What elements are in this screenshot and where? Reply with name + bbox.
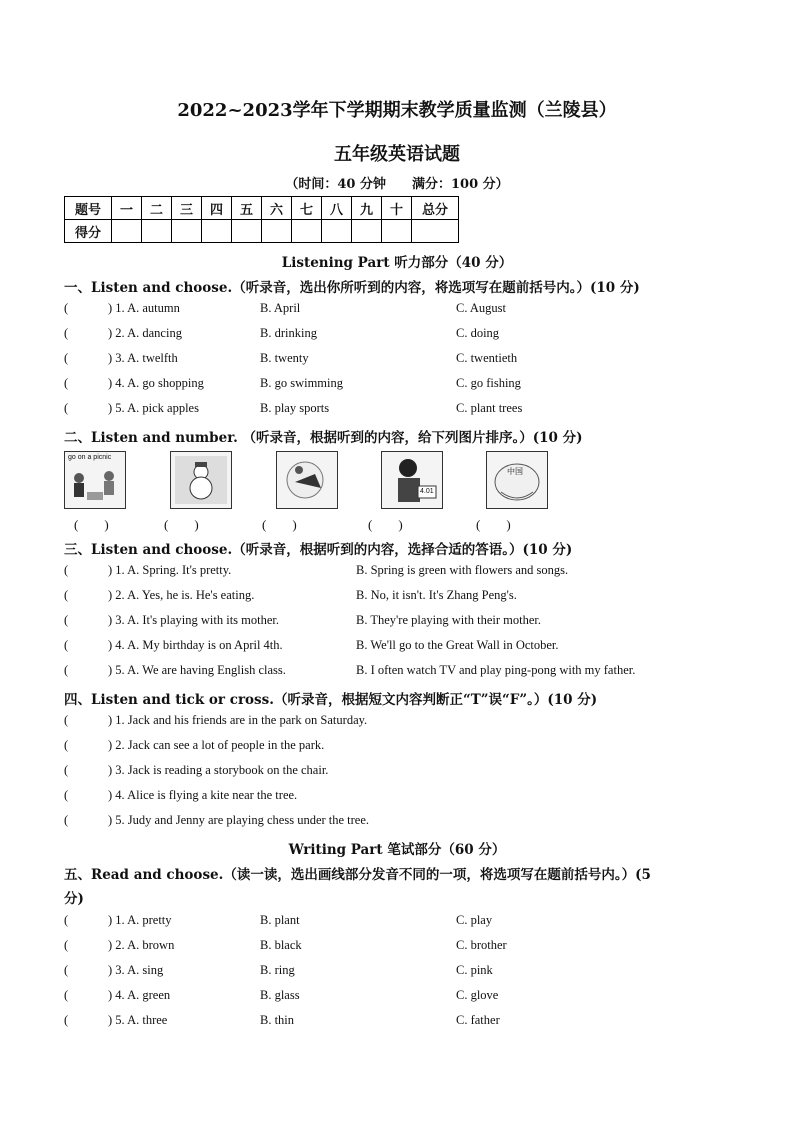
answer-paren[interactable]: (: [64, 713, 69, 727]
option-b: B. I often watch TV and play ping-pong with my father.: [356, 663, 636, 677]
score-cell[interactable]: [262, 220, 292, 243]
score-table-score-row: [65, 220, 459, 243]
option-b: B. black: [260, 938, 302, 952]
score-row-label: 得分: [65, 220, 112, 243]
statement-text: ) 5. Judy and Jenny are playing chess under the tree.: [108, 813, 370, 827]
statement-row: [64, 788, 744, 806]
option-b: B. We'll go to the Great Wall in October.: [356, 638, 559, 652]
answer-paren[interactable]: (: [64, 938, 69, 952]
option-b: B. twenty: [260, 351, 309, 365]
option-a: ) 4. A. go shopping: [108, 376, 204, 390]
statement-row: [64, 763, 744, 781]
question-row: [64, 988, 744, 1006]
sports-scene-icon: [277, 452, 337, 508]
option-c: C. pink: [456, 963, 493, 977]
option-a: ) 4. A. green: [108, 988, 171, 1002]
option-c: C. go fishing: [456, 376, 521, 390]
score-header-cell: 七: [292, 197, 322, 220]
option-b: B. ring: [260, 963, 295, 977]
answer-paren[interactable]: (: [64, 588, 69, 602]
answer-paren[interactable]: (: [64, 326, 69, 340]
number-bracket[interactable]: ( ): [368, 517, 403, 532]
calendar-caption: 4.01: [420, 488, 434, 495]
section3-title: 三、Listen and choose.（听录音，根据听到的内容，选择合适的答语。）(10 分): [64, 542, 573, 558]
answer-paren[interactable]: (: [64, 351, 69, 365]
answer-paren[interactable]: (: [64, 813, 69, 827]
option-c: C. twentieth: [456, 351, 518, 365]
section5-title: 五、Read and choose.（读一读，选出画线部分发音不同的一项，将选项写在题前括号内。）(5: [64, 867, 651, 883]
option-c: C. brother: [456, 938, 507, 952]
score-header-cell: 二: [142, 197, 172, 220]
answer-paren[interactable]: (: [64, 663, 69, 677]
answer-paren[interactable]: (: [64, 301, 69, 315]
option-b: B. No, it isn't. It's Zhang Peng's.: [356, 588, 517, 602]
score-cell[interactable]: [232, 220, 262, 243]
option-a: ) 3. A. sing: [108, 963, 164, 977]
calendar-picture: [381, 451, 443, 509]
festival-scene-icon: [487, 452, 547, 508]
option-c: C. play: [456, 913, 493, 927]
score-header-cell: 五: [232, 197, 262, 220]
question-row: [64, 301, 744, 319]
statement-text: ) 3. Jack is reading a storybook on the chair.: [108, 763, 329, 777]
question-row: [64, 913, 744, 931]
score-cell[interactable]: [352, 220, 382, 243]
option-b: B. glass: [260, 988, 300, 1002]
score-header-cell: 九: [352, 197, 382, 220]
score-cell[interactable]: [412, 220, 459, 243]
option-b: B. April: [260, 301, 301, 315]
question-row: [64, 938, 744, 956]
score-table-header-row: [65, 197, 459, 220]
option-b: B. plant: [260, 913, 300, 927]
answer-paren[interactable]: (: [64, 988, 69, 1002]
score-header-cell: 三: [172, 197, 202, 220]
section1-title: 一、Listen and choose.（听录音，选出你所听到的内容，将选项写在题前括号内。）(10 分): [64, 280, 640, 296]
question-row: [64, 1013, 744, 1031]
person-with-calendar-icon: [382, 452, 442, 508]
option-a: ) 2. A. Yes, he is. He's eating.: [108, 588, 255, 602]
score-header-cell: 十: [382, 197, 412, 220]
answer-paren[interactable]: (: [64, 963, 69, 977]
answer-paren[interactable]: (: [64, 638, 69, 652]
statement-row: [64, 713, 744, 731]
section4-title: 四、Listen and tick or cross.（听录音，根据短文内容判断正“T”误“F”。）(10 分): [64, 692, 598, 708]
answer-paren[interactable]: (: [64, 788, 69, 802]
writing-part-heading: Writing Part 笔试部分（60 分）: [288, 842, 506, 858]
score-header-cell: 一: [112, 197, 142, 220]
option-b: B. thin: [260, 1013, 295, 1027]
number-bracket[interactable]: ( ): [476, 517, 511, 532]
statement-row: [64, 738, 744, 756]
score-header-cell: 题号: [65, 197, 112, 220]
exam-subtitle: 五年级英语试题: [334, 144, 460, 165]
option-a: ) 5. A. We are having English class.: [108, 663, 286, 677]
option-a: ) 5. A. pick apples: [108, 401, 199, 415]
option-a: ) 3. A. It's playing with its mother.: [108, 613, 279, 627]
snowman-picture: [170, 451, 232, 509]
statement-text: ) 1. Jack and his friends are in the park on Saturday.: [108, 713, 368, 727]
score-cell[interactable]: [112, 220, 142, 243]
score-table: [64, 196, 459, 243]
sports-picture: [276, 451, 338, 509]
question-row: [64, 401, 744, 419]
section2-title: 二、Listen and number. （听录音，根据听到的内容，给下列图片排序。）(10 分): [64, 430, 583, 446]
china-picture: [486, 451, 548, 509]
option-b: B. They're playing with their mother.: [356, 613, 541, 627]
option-c: C. glove: [456, 988, 499, 1002]
option-a: ) 3. A. twelfth: [108, 351, 178, 365]
option-c: C. plant trees: [456, 401, 523, 415]
question-row: [64, 613, 744, 631]
option-a: ) 2. A. dancing: [108, 326, 182, 340]
answer-paren[interactable]: (: [64, 563, 69, 577]
score-header-cell: 四: [202, 197, 232, 220]
option-b: B. drinking: [260, 326, 317, 340]
score-header-cell: 总分: [412, 197, 459, 220]
number-bracket[interactable]: ( ): [262, 517, 297, 532]
exam-meta: （时间：40 分钟 满分：100 分）: [285, 177, 509, 192]
option-c: C. doing: [456, 326, 500, 340]
score-header-cell: 六: [262, 197, 292, 220]
score-cell[interactable]: [172, 220, 202, 243]
question-row: [64, 663, 744, 681]
score-cell[interactable]: [292, 220, 322, 243]
score-cell[interactable]: [202, 220, 232, 243]
number-bracket[interactable]: ( ): [74, 517, 109, 532]
answer-paren[interactable]: (: [64, 913, 69, 927]
question-row: [64, 326, 744, 344]
answer-paren[interactable]: (: [64, 763, 69, 777]
score-cell[interactable]: [382, 220, 412, 243]
option-c: C. father: [456, 1013, 500, 1027]
question-row: [64, 563, 744, 581]
option-b: B. Spring is green with flowers and songs.: [356, 563, 569, 577]
answer-paren[interactable]: (: [64, 613, 69, 627]
listening-part-heading: Listening Part 听力部分（40 分）: [281, 255, 513, 271]
answer-paren[interactable]: (: [64, 1013, 69, 1027]
score-cell[interactable]: [142, 220, 172, 243]
question-row: [64, 638, 744, 656]
option-a: ) 5. A. three: [108, 1013, 168, 1027]
section5-title-continued: 分): [64, 891, 84, 907]
option-a: ) 1. A. autumn: [108, 301, 180, 315]
statement-row: [64, 813, 744, 831]
option-b: B. play sports: [260, 401, 330, 415]
option-a: ) 1. A. Spring. It's pretty.: [108, 563, 232, 577]
option-a: ) 4. A. My birthday is on April 4th.: [108, 638, 283, 652]
question-row: [64, 351, 744, 369]
exam-title: 2022~2023学年下学期期末教学质量监测（兰陵县）: [177, 100, 617, 121]
answer-paren[interactable]: (: [64, 376, 69, 390]
statement-text: ) 2. Jack can see a lot of people in the park.: [108, 738, 325, 752]
question-row: [64, 588, 744, 606]
option-b: B. go swimming: [260, 376, 343, 390]
question-row: [64, 963, 744, 981]
score-cell[interactable]: [322, 220, 352, 243]
score-header-cell: 八: [322, 197, 352, 220]
picnic-scene-icon: [65, 452, 125, 508]
statement-text: ) 4. Alice is flying a kite near the tree.: [108, 788, 298, 802]
picnic-caption: go on a picnic: [68, 454, 112, 461]
option-a: ) 2. A. brown: [108, 938, 175, 952]
china-caption: 中国: [507, 467, 523, 476]
option-c: C. August: [456, 301, 507, 315]
number-bracket[interactable]: ( ): [164, 517, 199, 532]
snowman-scene-icon: [171, 452, 231, 508]
question-row: [64, 376, 744, 394]
answer-paren[interactable]: (: [64, 401, 69, 415]
option-a: ) 1. A. pretty: [108, 913, 172, 927]
picnic-picture: [64, 451, 126, 509]
answer-paren[interactable]: (: [64, 738, 69, 752]
